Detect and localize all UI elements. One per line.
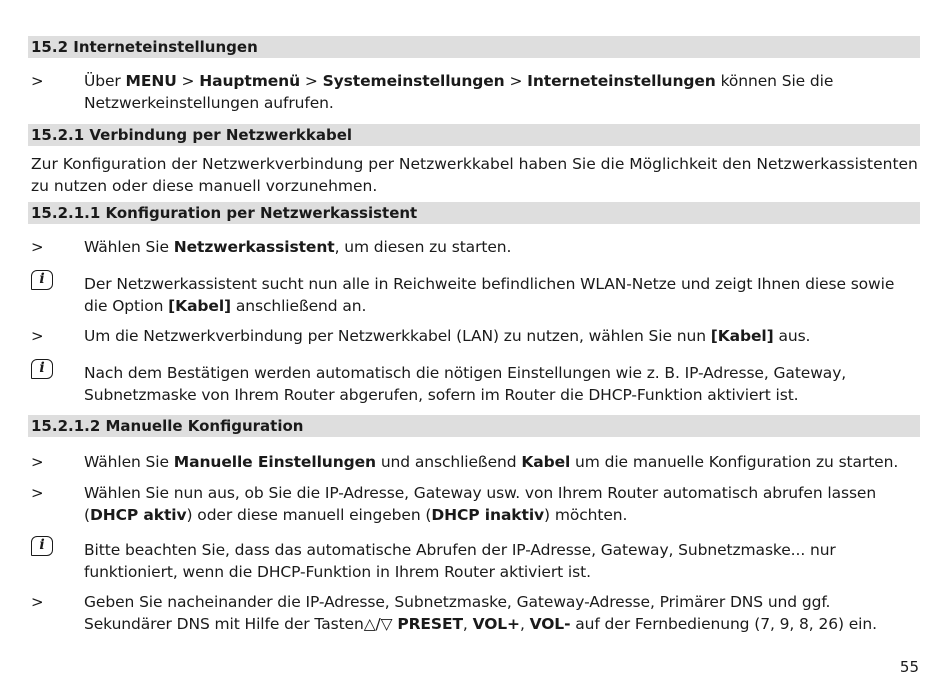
- step-marker: >: [31, 484, 44, 502]
- dhcp-info-text: Nach dem Bestätigen werden automatisch die nötigen Einstellungen wie z. B. IP-Adresse, Gateway, Subnetzmaske von Ihrem Router abgerufen, sofern im Router die DHCP-Funktion aktiviert ist.: [84, 364, 847, 404]
- step-marker: >: [31, 327, 44, 345]
- cable-step-text: Um die Netzwerkverbindung per Netzwerkkabel (LAN) zu nutzen, wählen Sie nun [Kabel] aus.: [84, 327, 811, 345]
- section-heading-15-2-1-1: 15.2.1.1 Konfiguration per Netzwerkassistent: [28, 202, 920, 224]
- section-heading-15-2-1: 15.2.1 Verbindung per Netzwerkkabel: [28, 124, 920, 146]
- intro-paragraph: Zur Konfiguration der Netzwerkverbindung per Netzwerkkabel haben Sie die Möglichkeit den Netzwerkassistenten zu nutzen oder diese manuell vorzunehmen.: [31, 155, 918, 195]
- step-marker: >: [31, 238, 44, 256]
- section-heading-15-2: 15.2 Interneteinstellungen: [28, 36, 920, 58]
- assistant-step-text: Wählen Sie Netzwerkassistent, um diesen zu starten.: [84, 238, 512, 256]
- assistant-info-text: Der Netzwerkassistent sucht nun alle in Reichweite befindlichen WLAN-Netze und zeigt Ihnen diese sowie die Option [Kabel] anschließend an.: [84, 275, 895, 315]
- info-icon: i: [31, 359, 53, 379]
- step-marker: >: [31, 72, 44, 90]
- step-marker: >: [31, 593, 44, 611]
- section-heading-15-2-1-2: 15.2.1.2 Manuelle Konfiguration: [28, 415, 920, 437]
- page-number: 55: [899, 658, 919, 676]
- manual-step-text: Wählen Sie Manuelle Einstellungen und anschließend Kabel um die manuelle Konfiguration zu starten.: [84, 453, 899, 471]
- auto-info-text: Bitte beachten Sie, dass das automatische Abrufen der IP-Adresse, Gateway, Subnetzmaske... nur funktioniert, wenn die DHCP-Funktion in Ihrem Router aktiviert ist.: [84, 541, 836, 581]
- menu-path-text: Über MENU > Hauptmenü > Systemeinstellungen > Interneteinstellungen können Sie die Netzwerkeinstellungen aufrufen.: [84, 72, 834, 112]
- enter-values-text: Geben Sie nacheinander die IP-Adresse, Subnetzmaske, Gateway-Adresse, Primärer DNS und ggf. Sekundärer DNS mit Hilfe der Tasten△/▽ PRESET, VOL+, VOL- auf der Fernbedienung (7, 9, 8, 26) ein.: [84, 593, 877, 633]
- info-icon: i: [31, 536, 53, 556]
- dhcp-choice-text: Wählen Sie nun aus, ob Sie die IP-Adresse, Gateway usw. von Ihrem Router automatisch abrufen lassen (DHCP aktiv) oder diese manuell eingeben (DHCP inaktiv) möchten.: [84, 484, 877, 524]
- step-marker: >: [31, 453, 44, 471]
- info-icon: i: [31, 270, 53, 290]
